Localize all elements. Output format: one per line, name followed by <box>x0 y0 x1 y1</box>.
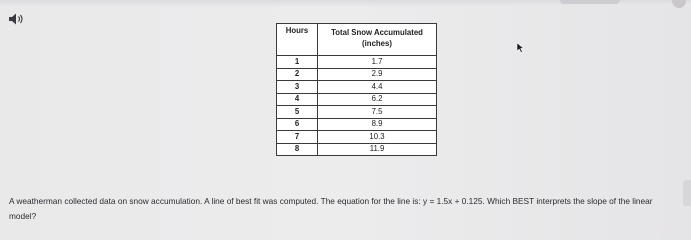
table-row <box>277 93 437 106</box>
table-row <box>277 81 437 94</box>
snow-header-line2: (inches) <box>362 39 392 48</box>
table-row <box>277 68 437 81</box>
table-row <box>277 106 437 119</box>
snow-cell: 8.9 <box>318 118 437 131</box>
hours-column-header: Hours <box>277 24 318 56</box>
snow-header-line1: Total Snow Accumulated <box>331 28 423 37</box>
table-row <box>277 118 437 131</box>
snow-cell: 1.7 <box>318 56 437 69</box>
hours-cell: 2 <box>277 68 318 81</box>
snow-cell: 10.3 <box>318 131 437 144</box>
hours-cell: 5 <box>277 106 318 119</box>
snow-data-table <box>276 23 437 156</box>
equation: y = 1.5x + 0.125. <box>423 196 485 206</box>
mouse-pointer-icon <box>516 40 525 51</box>
snow-column-header <box>318 24 437 56</box>
hours-cell: 8 <box>277 143 318 156</box>
hours-cell: 1 <box>277 56 318 69</box>
speaker-icon[interactable] <box>8 12 26 26</box>
snow-cell: 7.5 <box>318 106 437 119</box>
question-text <box>9 194 679 223</box>
snow-cell: 6.2 <box>318 93 437 106</box>
question-prompt: Which BEST interprets the slope of the linear model? <box>9 196 653 221</box>
table-row <box>277 56 437 69</box>
side-panel-handle[interactable] <box>683 180 691 206</box>
hours-cell: 7 <box>277 131 318 144</box>
hours-cell: 4 <box>277 93 318 106</box>
hours-cell: 3 <box>277 81 318 94</box>
table-row <box>277 131 437 144</box>
snow-cell: 4.4 <box>318 81 437 94</box>
table-header-row <box>277 24 437 56</box>
top-bar-corner <box>672 0 686 8</box>
top-bar <box>0 0 691 6</box>
table-row <box>277 143 437 156</box>
top-bar-tab <box>560 0 620 4</box>
hours-cell: 6 <box>277 118 318 131</box>
snow-cell: 2.9 <box>318 68 437 81</box>
question-intro: A weatherman collected data on snow accumulation. A line of best fit was computed. The equation for the line is: <box>9 196 424 206</box>
snow-cell: 11.9 <box>318 143 437 156</box>
